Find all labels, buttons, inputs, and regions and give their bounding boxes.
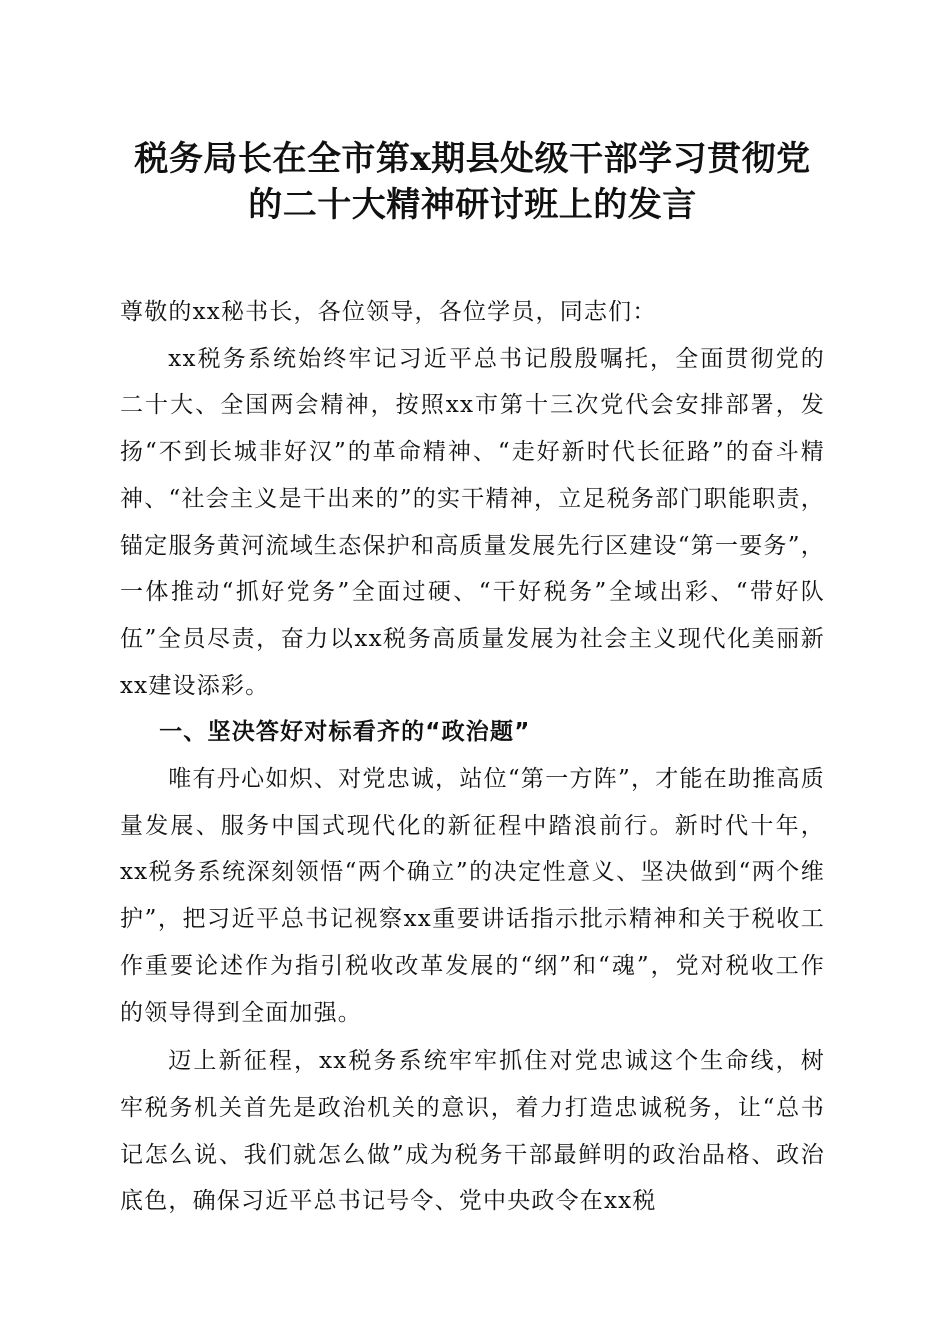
section-heading-1: 一、坚决答好对标看齐的“政治题” [159, 719, 531, 746]
paragraph-intro: xx税务系统始终牢记习近平总书记殷殷嘱托，全面贯彻党的二十大、全国两会精神，按照xx市第十三次党代会安排部署，发扬“不到长城非好汉”的革命精神、“走好新时代长征路”的奋斗精神、“社会主义是干出来的”的实干精神，立足税务部门职能职责，锚定服务黄河流域生态保护和高质量发展先行区建设“第一要务”，一体推动“抓好党务”全面过硬、“干好税务”全域出彩、“带好队伍”全员尽责，奋力以xx税务高质量发展为社会主义现代化美丽新xx建设添彩。 [120, 345, 825, 699]
document-page [120, 0, 825, 1225]
paragraph-section1-a: 唯有丹心如炽、对党忠诚，站位“第一方阵”，才能在助推高质量发展、服务中国式现代化的新征程中踏浪前行。新时代十年，xx税务系统深刻领悟“两个确立”的决定性意义、坚决做到“两个维护”，把习近平总书记视察xx重要讲话指示批示精神和关于税收工作重要论述作为指引税收改革发展的“纲”和“魂”，党对税收工作的领导得到全面加强。 [120, 766, 825, 1026]
paragraph-section1-b: 迈上新征程，xx税务系统牢牢抓住对党忠诚这个生命线，树牢税务机关首先是政治机关的意识，着力打造忠诚税务，让“总书记怎么说、我们就怎么做”成为税务干部最鲜明的政治品格、政治底色，确保习近平总书记号令、党中央政令在xx税 [120, 1048, 825, 1215]
title-line-2: 的二十大精神研讨班上的发言 [248, 185, 697, 225]
title-line-1: 税务局长在全市第x期县处级干部学习贯彻党 [134, 139, 811, 179]
document-body [120, 289, 825, 1225]
salutation: 尊敬的xx秘书长，各位领导，各位学员，同志们： [120, 299, 657, 325]
document-title [120, 0, 825, 228]
